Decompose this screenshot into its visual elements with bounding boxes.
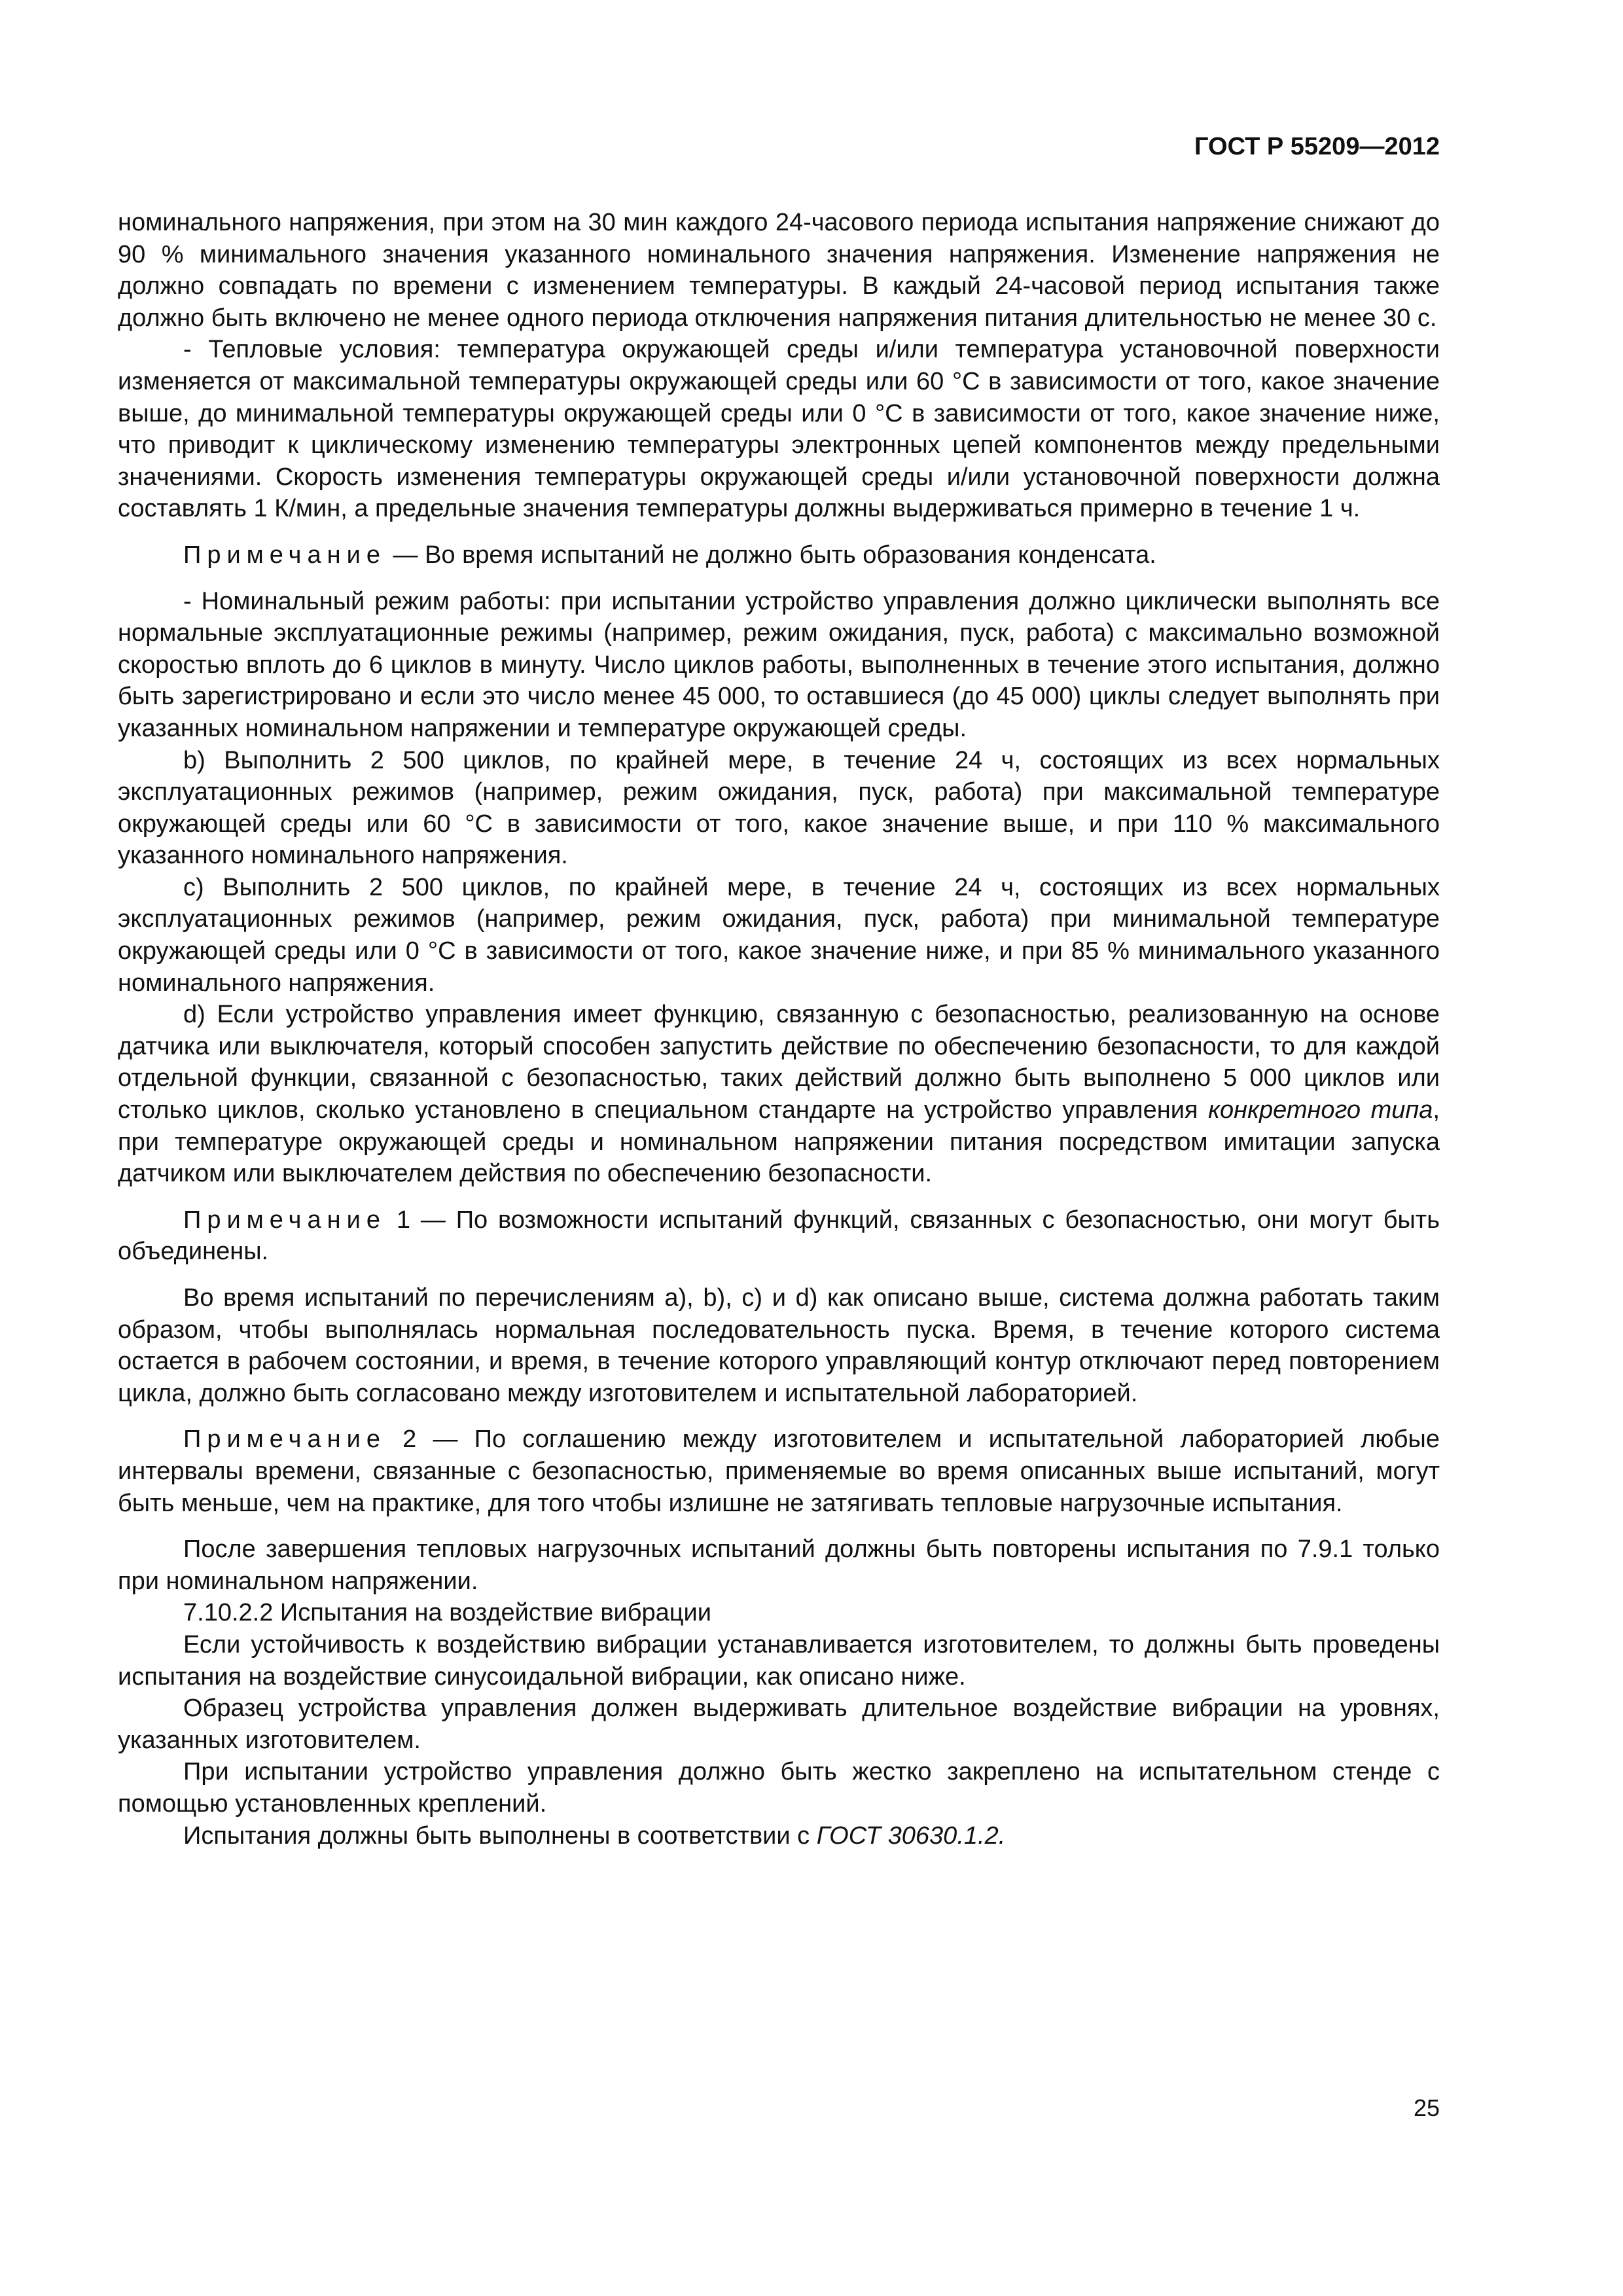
note-condensation	[118, 539, 1440, 571]
reference-text: Испытания должны быть выполнены в соответствии с	[183, 1821, 817, 1850]
paragraph-standard-reference	[118, 1820, 1440, 1852]
paragraph-item-b: b) Выполнить 2 500 циклов, по крайней мере, в течение 24 ч, состоящих из всех нормальных эксплуатационных режимов (например, режим ожидания, пуск, работа) при максимальной температуре окружающей среды или 60 °С в зависимости от того, какое значение выше, и при 110 % максимального указанного номинального напряжения.	[118, 746, 1440, 870]
note-text: 2 — По соглашению между изготовителем и испытательной лабораторией любые интервалы времени, связанные с безопасностью, применяемые во время описанных выше испытаний, могут быть меньше, чем на практике, для того чтобы излишне не затягивать тепловые нагрузочные испытания.	[118, 1426, 1440, 1517]
paragraph-mounting: При испытании устройство управления должно быть жестко закреплено на испытательном стенде с помощью установленных креплений.	[118, 1758, 1440, 1818]
note-label: Примечание	[183, 1206, 386, 1234]
paragraph-voltage-continuation: номинального напряжения, при этом на 30 мин каждого 24-часового периода испытания напряжение снижают до 90 % минимального значения указанного номинального значения напряжения. Изменение напряжения не должно совпадать по времени с изменением температуры. В каждый 24-часовой период испытания также должно быть включено не менее одного периода отключения напряжения питания длительностью не менее 30 с.	[118, 209, 1440, 332]
reference-standard: ГОСТ 30630.1.2.	[816, 1821, 1006, 1850]
paragraph-thermal-conditions: - Тепловые условия: температура окружающей среды и/или температура установочной поверхности изменяется от максимальной температуры окружающей среды или 60 °С в зависимости от того, какое значение выше, до минимальной температуры окружающей среды или 0 °С в зависимости от того, какое значение ниже, что приводит к циклическому изменению температуры электронных цепей компонентов между предельными значениями. Скорость изменения температуры окружающей среды и/или установочной поверхности должна составлять 1 К/мин, а предельные значения температуры должны выдерживаться примерно в течение 1 ч.	[118, 336, 1440, 523]
standard-code-header: ГОСТ Р 55209—2012	[1194, 133, 1440, 160]
item-d-text-start: d) Если устройство управления имеет функцию, связанную с безопасностью, реализованную на основе датчика или выключателя, который способен запустить действие по обеспечению безопасности, то для каждой отдельной функции, связанной с безопасностью, таких действий должно быть выполнено 5 000 циклов или столько циклов, сколько установлено в специальном стандарте на устройство управления	[118, 1001, 1440, 1124]
note-1-safety-functions	[118, 1204, 1440, 1268]
note-2-time-intervals	[118, 1424, 1440, 1519]
note-label: Примечание	[183, 1426, 386, 1454]
item-d-italic: конкретного типа	[1208, 1096, 1433, 1124]
note-label: Примечание	[183, 541, 386, 569]
note-text: 1 — По возможности испытаний функций, связанных с безопасностью, они могут быть объединены.	[118, 1206, 1440, 1266]
item-d-text-end: , при температуре окружающей среды и номинальном напряжении питания посредством имитации запуска датчиком или выключателем действия по обеспечению безопасности.	[118, 1096, 1440, 1188]
document-page	[118, 131, 1440, 1852]
paragraph-item-d	[118, 999, 1440, 1190]
paragraph-start-sequence: Во время испытаний по перечислениям a), b), c) и d) как описано выше, система должна работать таким образом, чтобы выполнялась нормальная последовательность пуска. Время, в течение которого система остается в рабочем состоянии, и время, в течение которого управляющий контур отключают перед повторением цикла, должно быть согласовано между изготовителем и испытательной лабораторией.	[118, 1284, 1440, 1407]
note-text: — Во время испытаний не должно быть образования конденсата.	[385, 541, 1156, 569]
document-body	[118, 207, 1440, 1852]
paragraph-vibration-resistance: Если устойчивость к воздействию вибрации устанавливается изготовителем, то должны быть проведены испытания на воздействие синусоидальной вибрации, как описано ниже.	[118, 1630, 1440, 1691]
paragraph-after-thermal-tests: После завершения тепловых нагрузочных испытаний должны быть повторены испытания по 7.9.1 только при номинальном напряжении.	[118, 1535, 1440, 1595]
paragraph-vibration-levels: Образец устройства управления должен выдерживать длительное воздействие вибрации на уровнях, указанных изготовителем.	[118, 1695, 1440, 1754]
paragraph-nominal-mode: - Номинальный режим работы: при испытании устройство управления должно циклически выполнять все нормальные эксплуатационные режимы (например, режим ожидания, пуск, работа) с максимально возможной скоростью вплоть до 6 циклов в минуту. Число циклов работы, выполненных в течение этого испытания, должно быть зарегистрировано и если это число менее 45 000, то оставшиеся (до 45 000) циклы следует выполнять при указанных номинальном напряжении и температуре окружающей среды.	[118, 587, 1440, 742]
section-heading-vibration: 7.10.2.2 Испытания на воздействие вибрации	[183, 1599, 711, 1627]
page-number: 25	[1413, 2094, 1440, 2121]
paragraph-item-c: c) Выполнить 2 500 циклов, по крайней мере, в течение 24 ч, состоящих из всех нормальных эксплуатационных режимов (например, режим ожидания, пуск, работа) при минимальной температуре окружающей среды или 0 °С в зависимости от того, какое значение ниже, и при 85 % минимального указанного номинального напряжения.	[118, 873, 1440, 997]
